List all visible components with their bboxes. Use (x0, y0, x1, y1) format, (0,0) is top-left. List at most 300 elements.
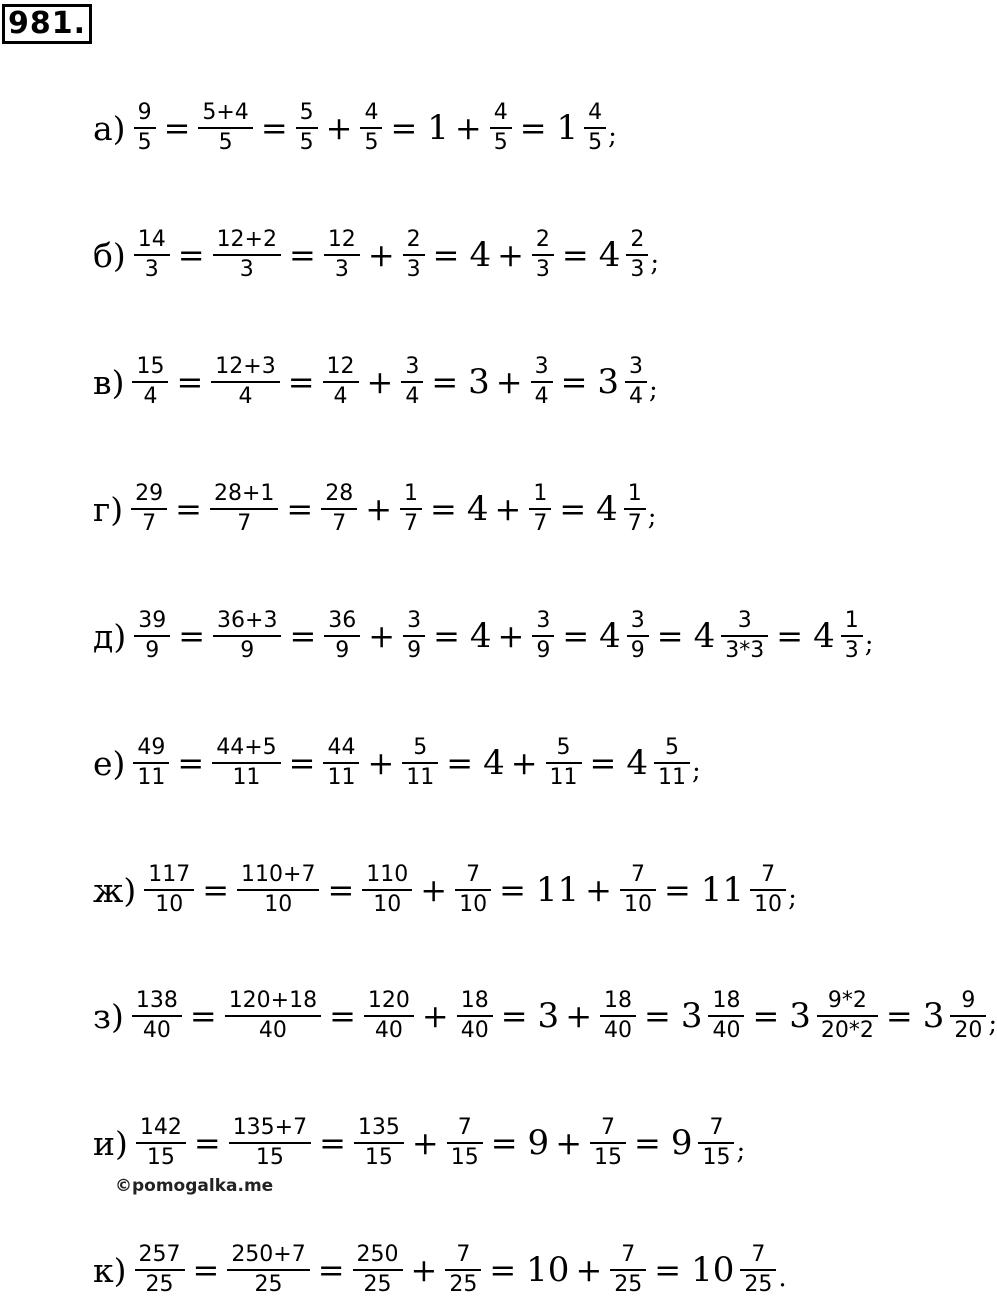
numerator: 12 (326, 354, 355, 379)
operator: = (589, 744, 617, 782)
fraction (490, 99, 512, 157)
whole-number: 4 (469, 616, 492, 656)
fraction (227, 1241, 309, 1299)
numerator: 3 (534, 354, 549, 379)
numerator: 7 (601, 1115, 615, 1140)
numerator: 138 (135, 988, 178, 1013)
fraction (590, 1114, 626, 1172)
operator: + (494, 490, 522, 528)
equation-row (93, 981, 997, 1051)
numerator: 49 (137, 735, 166, 760)
denominator: 5 (137, 130, 152, 155)
fraction (296, 99, 318, 157)
numerator: 39 (138, 608, 167, 633)
fraction (134, 99, 156, 157)
fraction (132, 353, 168, 411)
terminator: ; (736, 1136, 746, 1166)
equation-row (93, 93, 617, 163)
operator: = (561, 236, 589, 274)
numerator: 9*2 (827, 988, 867, 1013)
mixed-number (807, 607, 867, 665)
equation-row (93, 1108, 745, 1178)
fraction (532, 226, 554, 284)
operator: + (367, 236, 395, 274)
operator: = (885, 997, 913, 1035)
operator: = (260, 109, 288, 147)
numerator: 18 (460, 988, 489, 1013)
terminator: ; (647, 502, 657, 532)
numerator: 5 (665, 735, 679, 760)
whole-number: 3 (537, 996, 560, 1036)
operator: = (178, 617, 206, 655)
operator: = (499, 871, 526, 909)
item-label: ж) (93, 870, 137, 910)
fraction (401, 353, 423, 411)
fraction (708, 987, 744, 1045)
denominator: 10 (623, 892, 652, 917)
operator: + (367, 744, 395, 782)
watermark: ©pomogalka.me (115, 1176, 274, 1196)
numerator: 2 (535, 227, 550, 252)
equation-row (93, 347, 658, 417)
denominator: 7 (332, 511, 347, 536)
numerator: 2 (406, 227, 421, 252)
operator: + (410, 1251, 438, 1289)
fraction (213, 226, 281, 284)
fraction (362, 861, 412, 919)
denominator: 3 (535, 257, 550, 282)
denominator: 5 (299, 130, 314, 155)
equation-row (93, 728, 701, 798)
fraction (324, 226, 360, 284)
denominator: 7 (533, 511, 548, 536)
denominator: 9 (335, 638, 350, 663)
denominator: 40 (712, 1018, 741, 1043)
numerator: 7 (751, 1242, 766, 1267)
numerator: 7 (761, 862, 776, 887)
fraction (626, 226, 648, 284)
denominator: 15 (594, 1145, 622, 1170)
denominator: 9 (630, 638, 645, 663)
denominator: 40 (258, 1018, 287, 1043)
whole-number: 11 (535, 870, 580, 910)
denominator: 11 (137, 765, 166, 790)
operator: = (654, 1251, 682, 1289)
denominator: 4 (629, 384, 644, 409)
operator: = (317, 1251, 345, 1289)
operator: = (189, 997, 217, 1035)
denominator: 3 (334, 257, 349, 282)
numerator: 120 (367, 988, 410, 1013)
operator: + (366, 363, 394, 401)
operator: = (193, 1124, 221, 1162)
fraction (237, 861, 319, 919)
numerator: 36+3 (217, 608, 278, 633)
numerator: 250 (356, 1242, 399, 1267)
denominator: 4 (238, 384, 253, 409)
operator: = (431, 363, 459, 401)
numerator: 9 (137, 100, 152, 125)
denominator: 25 (254, 1272, 283, 1297)
numerator: 1 (627, 481, 642, 506)
whole-part: 3 (922, 996, 945, 1036)
whole-number: 9 (527, 1123, 550, 1163)
item-label: д) (93, 616, 127, 656)
whole-part: 10 (691, 1250, 735, 1290)
numerator: 12 (327, 227, 356, 252)
operator: + (497, 617, 525, 655)
fraction (213, 607, 281, 665)
denominator: 11 (549, 765, 578, 790)
numerator: 18 (712, 988, 741, 1013)
numerator: 7 (466, 862, 481, 887)
denominator: 15 (450, 1145, 479, 1170)
denominator: 9 (145, 638, 160, 663)
fraction (627, 607, 649, 665)
operator: + (325, 109, 353, 147)
fraction (229, 1114, 311, 1172)
operator: = (562, 617, 590, 655)
whole-part: 4 (626, 743, 648, 783)
numerator: 142 (139, 1115, 182, 1140)
numerator: 1 (533, 481, 548, 506)
fraction (841, 607, 863, 665)
fraction (624, 480, 646, 538)
item-label: в) (93, 362, 125, 402)
numerator: 1 (404, 481, 419, 506)
operator: + (365, 490, 393, 528)
mixed-number (620, 734, 694, 792)
denominator: 9 (240, 638, 255, 663)
denominator: 25 (449, 1272, 478, 1297)
operator: = (430, 490, 457, 528)
fraction (134, 607, 170, 665)
denominator: 11 (327, 765, 356, 790)
operator: + (575, 1251, 603, 1289)
denominator: 3 (630, 257, 645, 282)
mixed-number (593, 607, 653, 665)
operator: = (490, 1124, 518, 1162)
numerator: 4 (364, 100, 379, 125)
fraction (323, 734, 359, 792)
numerator: 12+2 (216, 227, 277, 252)
numerator: 7 (457, 1115, 472, 1140)
denominator: 10 (373, 892, 402, 917)
denominator: 7 (237, 511, 252, 536)
operator: = (177, 236, 205, 274)
denominator: 10 (754, 892, 783, 917)
operator: = (329, 997, 356, 1035)
denominator: 4 (333, 384, 348, 409)
fraction (210, 480, 278, 538)
fraction (144, 861, 194, 919)
whole-number: 1 (427, 108, 449, 148)
numerator: 3 (407, 608, 422, 633)
fraction (131, 480, 167, 538)
operator: = (177, 744, 205, 782)
fraction (721, 607, 768, 665)
mixed-number (783, 987, 882, 1045)
numerator: 135 (357, 1115, 400, 1140)
fraction (532, 607, 554, 665)
whole-number: 10 (526, 1250, 570, 1290)
operator: = (289, 617, 317, 655)
denominator: 20*2 (820, 1018, 874, 1043)
numerator: 7 (630, 862, 645, 887)
denominator: 40 (604, 1018, 632, 1043)
operator: = (163, 109, 191, 147)
numerator: 110+7 (241, 862, 316, 887)
fraction (457, 987, 493, 1045)
operator: = (519, 109, 547, 147)
denominator: 4 (534, 384, 549, 409)
terminator: ; (649, 375, 658, 405)
denominator: 9 (536, 638, 551, 663)
numerator: 3 (536, 608, 551, 633)
denominator: 11 (658, 765, 686, 790)
denominator: 9 (407, 638, 422, 663)
fraction (740, 1241, 776, 1299)
numerator: 4 (588, 100, 603, 125)
mixed-number (593, 226, 653, 284)
item-label: к) (93, 1250, 127, 1290)
numerator: 29 (135, 481, 164, 506)
operator: + (510, 744, 538, 782)
numerator: 7 (709, 1115, 724, 1140)
equation-row (93, 855, 797, 925)
operator: = (192, 1251, 220, 1289)
denominator: 3 (844, 638, 859, 663)
operator: = (489, 1251, 517, 1289)
fraction (198, 99, 252, 157)
whole-part: 1 (556, 108, 579, 148)
whole-part: 11 (700, 870, 745, 910)
fraction (698, 1114, 734, 1172)
numerator: 5+4 (202, 100, 249, 125)
denominator: 4 (405, 384, 420, 409)
mixed-number (590, 480, 650, 538)
terminator: ; (788, 883, 797, 913)
fraction (620, 861, 656, 919)
operator: + (565, 997, 592, 1035)
mixed-number (665, 1114, 739, 1172)
operator: = (432, 236, 460, 274)
mixed-number (675, 987, 749, 1045)
fraction (584, 99, 606, 157)
denominator: 15 (702, 1145, 731, 1170)
numerator: 1 (844, 608, 859, 633)
fraction (625, 353, 647, 411)
task-number: 981. (2, 4, 92, 44)
numerator: 36 (328, 608, 357, 633)
fraction (324, 607, 360, 665)
numerator: 117 (148, 862, 191, 887)
mixed-number (551, 99, 611, 157)
numerator: 9 (961, 988, 976, 1013)
item-label: и) (93, 1123, 128, 1163)
fraction (211, 353, 279, 411)
operator: + (421, 997, 449, 1035)
denominator: 11 (406, 765, 435, 790)
fraction (403, 607, 425, 665)
terminator: ; (988, 1009, 997, 1039)
numerator: 18 (604, 988, 632, 1013)
equation-row (93, 220, 659, 290)
operator: = (175, 490, 202, 528)
operator: = (656, 617, 684, 655)
numerator: 28 (325, 481, 354, 506)
operator: = (776, 617, 804, 655)
operator: = (446, 744, 474, 782)
denominator: 10 (264, 892, 293, 917)
mixed-number (591, 353, 651, 411)
numerator: 257 (138, 1242, 181, 1267)
whole-part: 4 (599, 616, 621, 656)
mixed-number (688, 607, 773, 665)
numerator: 5 (556, 735, 571, 760)
denominator: 15 (364, 1145, 393, 1170)
whole-number: 4 (483, 743, 505, 783)
numerator: 120+18 (228, 988, 318, 1013)
operator: = (176, 363, 204, 401)
fraction (529, 480, 551, 538)
fraction (364, 987, 414, 1045)
denominator: 10 (459, 892, 488, 917)
item-label: з) (93, 996, 124, 1036)
operator: = (202, 871, 230, 909)
operator: = (286, 490, 314, 528)
operator: = (752, 997, 780, 1035)
denominator: 5 (588, 130, 603, 155)
denominator: 5 (493, 130, 508, 155)
terminator: . (778, 1263, 787, 1293)
whole-number: 3 (468, 362, 490, 402)
operator: + (585, 871, 612, 909)
numerator: 3 (629, 354, 644, 379)
item-label: е) (93, 743, 126, 783)
operator: + (420, 871, 448, 909)
numerator: 12+3 (215, 354, 276, 379)
equation-row (93, 601, 873, 671)
operator: = (663, 871, 691, 909)
denominator: 25 (145, 1272, 174, 1297)
operator: = (644, 997, 671, 1035)
terminator: ; (864, 629, 874, 659)
denominator: 15 (255, 1145, 284, 1170)
fraction (360, 99, 382, 157)
item-label: б) (93, 235, 126, 275)
whole-part: 3 (680, 996, 703, 1036)
numerator: 44+5 (216, 735, 277, 760)
fraction (212, 734, 280, 792)
fraction (321, 480, 357, 538)
denominator: 20 (954, 1018, 983, 1043)
operator: = (634, 1124, 661, 1162)
operator: + (555, 1124, 582, 1162)
fraction (610, 1241, 646, 1299)
operator: = (289, 236, 316, 274)
fraction (447, 1114, 483, 1172)
fraction (323, 353, 359, 411)
numerator: 4 (493, 100, 508, 125)
operator: + (497, 236, 524, 274)
numerator: 3 (737, 608, 752, 633)
whole-part: 4 (813, 616, 835, 656)
fraction (950, 987, 986, 1045)
fraction (400, 480, 422, 538)
fraction (445, 1241, 481, 1299)
mixed-number (685, 1241, 780, 1299)
whole-part: 9 (670, 1123, 693, 1163)
numerator: 3 (405, 354, 420, 379)
denominator: 5 (218, 130, 233, 155)
operator: = (500, 997, 528, 1035)
fraction (225, 987, 321, 1045)
mixed-number (917, 987, 991, 1045)
denominator: 15 (146, 1145, 175, 1170)
denominator: 3 (406, 257, 421, 282)
denominator: 3 (239, 257, 254, 282)
numerator: 14 (137, 227, 166, 252)
fraction (136, 1114, 186, 1172)
fraction (133, 734, 169, 792)
fraction (402, 734, 438, 792)
equation-row (93, 474, 657, 544)
whole-number: 4 (469, 235, 492, 275)
operator: = (319, 1124, 346, 1162)
numerator: 5 (413, 735, 428, 760)
whole-part: 3 (597, 362, 620, 402)
item-label: г) (93, 489, 124, 529)
fraction (134, 226, 170, 284)
whole-part: 4 (596, 489, 618, 529)
denominator: 25 (744, 1272, 773, 1297)
operator: + (454, 109, 482, 147)
operator: = (327, 871, 355, 909)
whole-part: 4 (598, 235, 621, 275)
denominator: 7 (627, 511, 642, 536)
operator: = (560, 363, 588, 401)
fraction (817, 987, 878, 1045)
fraction (600, 987, 636, 1045)
terminator: ; (650, 248, 660, 278)
fraction (135, 1241, 185, 1299)
fraction (654, 734, 690, 792)
denominator: 40 (142, 1018, 171, 1043)
whole-number: 4 (466, 489, 489, 529)
numerator: 110 (366, 862, 409, 887)
numerator: 135+7 (232, 1115, 308, 1140)
item-label: а) (93, 108, 126, 148)
denominator: 10 (155, 892, 184, 917)
terminator: ; (608, 121, 617, 151)
denominator: 11 (232, 765, 261, 790)
numerator: 2 (630, 227, 645, 252)
numerator: 15 (136, 354, 165, 379)
denominator: 3 (144, 257, 159, 282)
operator: = (287, 363, 315, 401)
denominator: 25 (363, 1272, 392, 1297)
denominator: 4 (143, 384, 158, 409)
fraction (531, 353, 553, 411)
numerator: 3 (630, 608, 645, 633)
numerator: 7 (621, 1242, 636, 1267)
fraction (546, 734, 582, 792)
mixed-number (695, 861, 790, 919)
operator: = (390, 109, 418, 147)
numerator: 250+7 (231, 1242, 306, 1267)
equation-row (93, 1235, 787, 1305)
